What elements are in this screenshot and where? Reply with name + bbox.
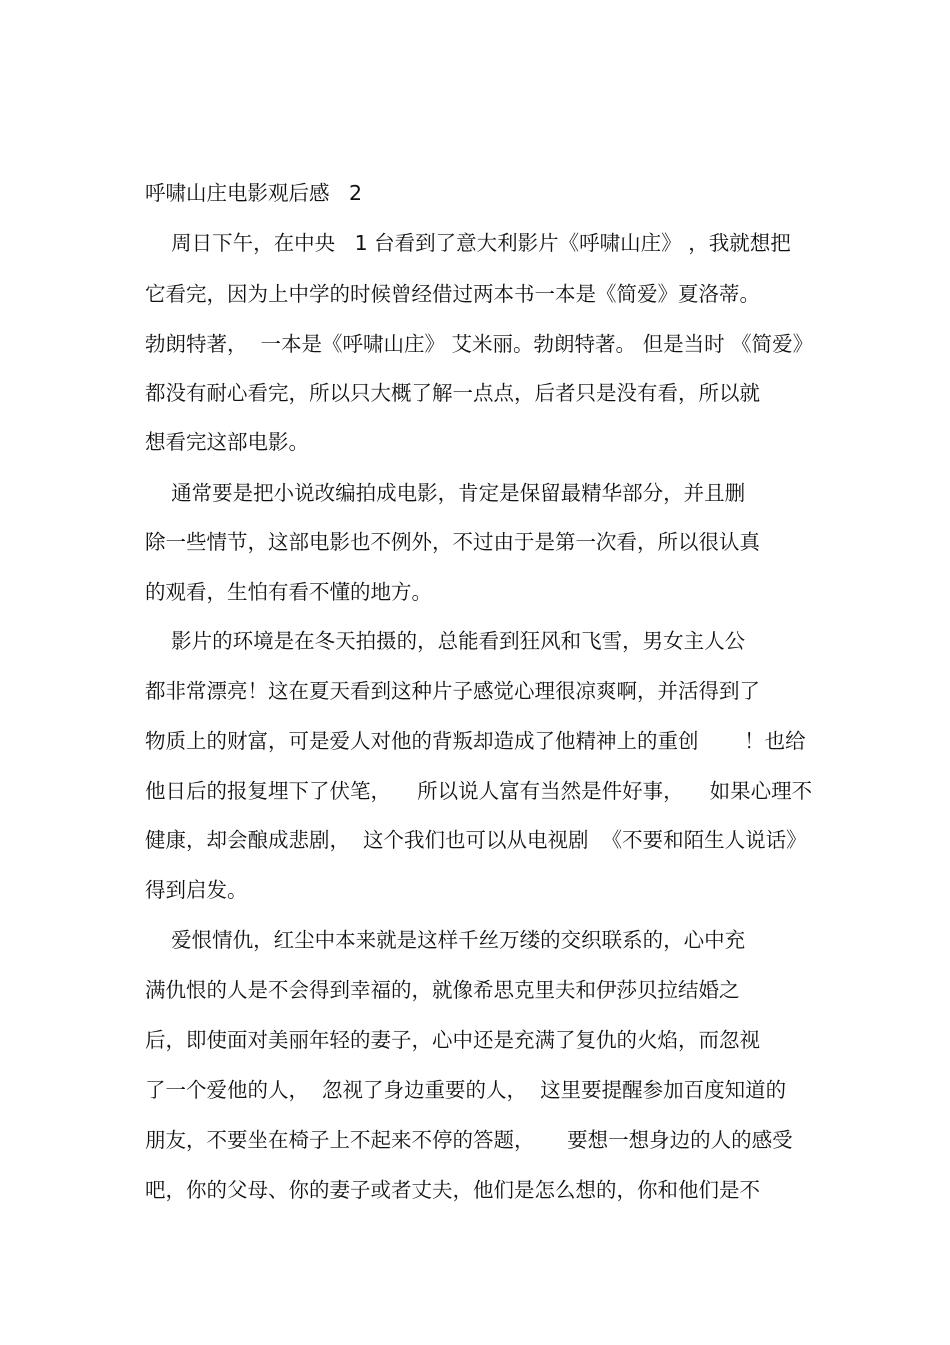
text-line: 他日后的报复埋下了伏笔， 所以说人富有当然是件好事， 如果心理不 — [145, 779, 813, 803]
text-line: 朋友，不要坐在椅子上不起来不停的答题， 要想一想身边的人的感受 — [145, 1128, 793, 1152]
text-line: 通常要是把小说改编拍成电影，肯定是保留最精华部分，并且删 — [145, 481, 746, 505]
text-line: 满仇恨的人是不会得到幸福的，就像希思克里夫和伊莎贝拉结婚之 — [145, 978, 740, 1002]
text-line: 得到启发。 — [145, 878, 248, 902]
text-line: 了一个爱他的人， 忽视了身边重要的人， 这里要提醒参加百度知道的 — [145, 1078, 787, 1102]
text-line: 后，即使面对美丽年轻的妻子，心中还是充满了复仇的火焰，而忽视 — [145, 1028, 760, 1052]
text-line: 除一些情节，这部电影也不例外，不过由于是第一次看，所以很认真 — [145, 530, 760, 554]
text-line: 想看完这部电影。 — [145, 430, 309, 454]
text-line: 勃朗特著， 一本是《呼啸山庄》 艾米丽。勃朗特著。 但是当时 《简爱》 — [145, 332, 814, 356]
text-line: 的观看，生怕有看不懂的地方。 — [145, 580, 432, 604]
text-line: 影片的环境是在冬天拍摄的，总能看到狂风和飞雪，男女主人公 — [145, 629, 746, 653]
document-title: 呼啸山庄电影观后感 2 — [145, 181, 363, 205]
text-line: 吧，你的父母、你的妻子或者丈夫，他们是怎么想的，你和他们是不 — [145, 1178, 760, 1202]
text-line: 它看完，因为上中学的时候曾经借过两本书一本是《简爱》夏洛蒂。 — [145, 282, 760, 306]
text-line: 爱恨情仇，红尘中本来就是这样千丝万缕的交织联系的，心中充 — [145, 928, 746, 952]
text-line: 周日下午，在中央 1 台看到了意大利影片《呼啸山庄》 ，我就想把 — [145, 231, 791, 255]
text-line: 都没有耐心看完，所以只大概了解一点点，后者只是没有看，所以就 — [145, 381, 760, 405]
text-line: 都非常漂亮！这在夏天看到这种片子感觉心理很凉爽啊，并活得到了 — [145, 679, 760, 703]
text-line: 健康，却会酿成悲剧， 这个我们也可以从电视剧 《不要和陌生人说话》 — [145, 828, 807, 852]
text-line: 物质上的财富，可是爱人对他的背叛却造成了他精神上的重创 ！也给 — [145, 729, 806, 753]
